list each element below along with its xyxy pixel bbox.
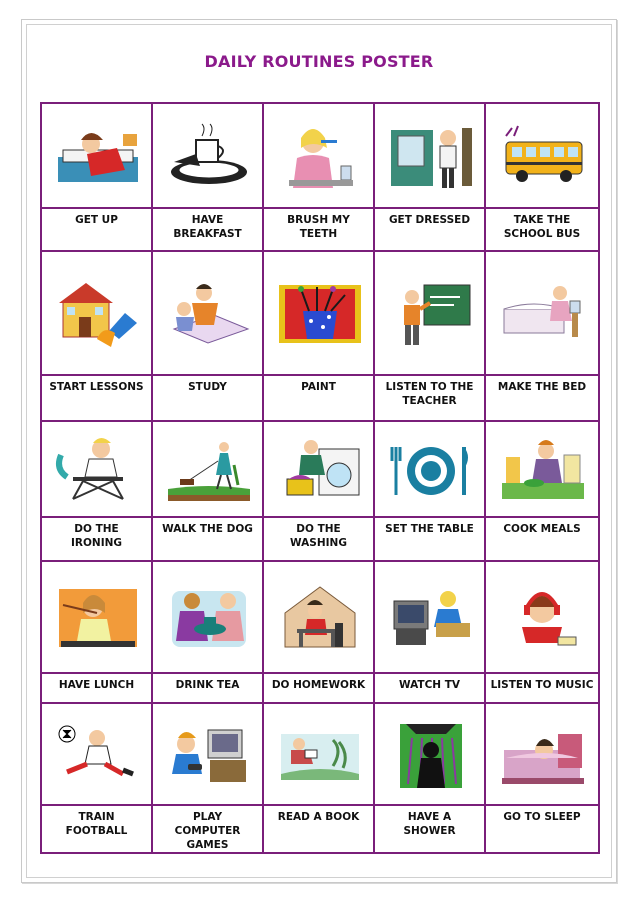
routine-label — [264, 810, 373, 824]
picture-cell — [151, 102, 264, 209]
routine-label-line: BRUSH MY — [287, 214, 350, 226]
music-headphones-icon — [498, 583, 588, 653]
routine-label-line: MAKE THE BED — [497, 381, 587, 393]
routine-label-line: PAINT — [301, 381, 336, 393]
routine-label — [153, 678, 262, 692]
ironing-icon — [53, 435, 143, 505]
routine-label-line: HAVE A — [407, 811, 452, 823]
routine-label — [153, 810, 262, 852]
routine-label — [486, 380, 598, 394]
routine-label-line: WATCH TV — [398, 679, 461, 691]
routine-label-line: DO HOMEWORK — [271, 679, 366, 691]
watching-tv-icon — [386, 583, 476, 653]
picture-cell — [484, 102, 600, 209]
label-cell — [373, 516, 486, 562]
picture-cell — [262, 420, 375, 518]
routine-label — [153, 380, 262, 394]
washing-machine-icon — [275, 435, 365, 505]
picture-cell — [373, 420, 486, 518]
label-cell — [484, 207, 600, 252]
homework-desk-icon — [275, 583, 365, 653]
computer-games-icon — [164, 720, 254, 790]
routine-label — [486, 213, 598, 241]
routine-label-line: SET THE TABLE — [385, 523, 474, 535]
routine-label — [486, 810, 598, 824]
picture-cell — [151, 420, 264, 518]
label-cell — [151, 374, 264, 422]
picture-cell — [151, 250, 264, 376]
routine-label-line: SCHOOL BUS — [503, 228, 581, 240]
reading-book-icon — [275, 720, 365, 790]
picture-cell — [262, 250, 375, 376]
routine-label-line: TRAIN — [78, 811, 115, 823]
man-dressing-icon — [386, 122, 476, 192]
routine-label-line: START LESSONS — [49, 381, 144, 393]
routine-label — [153, 213, 262, 241]
routine-label-line: HAVE LUNCH — [58, 679, 135, 691]
routine-label-line: TEETH — [299, 228, 338, 240]
routine-label-line: DRINK TEA — [175, 679, 240, 691]
lunch-noodles-icon — [53, 583, 143, 653]
picture-cell — [484, 702, 600, 806]
picture-cell — [373, 560, 486, 674]
making-bed-icon — [498, 279, 588, 349]
picture-cell — [373, 250, 486, 376]
picture-cell — [262, 102, 375, 209]
routine-label-line: BREAKFAST — [173, 228, 242, 240]
picture-cell — [40, 102, 153, 209]
teacher-blackboard-icon — [386, 279, 476, 349]
routine-label-line: GET DRESSED — [388, 214, 471, 226]
label-cell — [151, 672, 264, 704]
routine-label-line: TEACHER — [402, 395, 457, 407]
routine-label-line: DO THE — [296, 523, 341, 535]
label-cell — [262, 804, 375, 854]
picture-cell — [262, 702, 375, 806]
school-bus-icon — [498, 122, 588, 192]
routine-label — [42, 522, 151, 550]
walking-dog-icon — [164, 435, 254, 505]
routine-label — [486, 522, 598, 536]
routine-label-line: SHOWER — [403, 825, 456, 837]
label-cell — [262, 374, 375, 422]
picture-cell — [151, 560, 264, 674]
paint-brushes-icon — [275, 279, 365, 349]
picture-cell — [484, 560, 600, 674]
picture-cell — [40, 250, 153, 376]
routine-label — [264, 678, 373, 692]
routine-label-line: LISTEN TO MUSIC — [490, 679, 594, 691]
picture-cell — [262, 560, 375, 674]
label-cell — [40, 672, 153, 704]
label-cell — [373, 374, 486, 422]
picture-cell — [373, 702, 486, 806]
routine-label — [42, 213, 151, 227]
picture-cell — [40, 420, 153, 518]
routine-label-line: FOOTBALL — [65, 825, 128, 837]
routine-label — [264, 213, 373, 241]
routine-label-line: COMPUTER — [174, 825, 241, 837]
routine-label — [264, 380, 373, 394]
label-cell — [262, 207, 375, 252]
woman-waking-up-icon — [53, 122, 143, 192]
cooking-icon — [498, 435, 588, 505]
sleeping-icon — [498, 720, 588, 790]
picture-cell — [484, 250, 600, 376]
routine-label-line: WASHING — [290, 537, 347, 549]
routine-label-line: READ A BOOK — [277, 811, 360, 823]
picture-cell — [484, 420, 600, 518]
label-cell — [373, 804, 486, 854]
label-cell — [151, 804, 264, 854]
picture-cell — [373, 102, 486, 209]
routine-label-line: PLAY — [192, 811, 223, 823]
studying-children-icon — [164, 279, 254, 349]
routine-label-line: GO TO SLEEP — [503, 811, 581, 823]
school-bell-icon — [53, 279, 143, 349]
routine-label — [42, 678, 151, 692]
label-cell — [40, 207, 153, 252]
routine-label — [375, 678, 484, 692]
label-cell — [373, 207, 486, 252]
breakfast-coffee-icon — [164, 122, 254, 192]
routine-label — [375, 213, 484, 227]
routine-label — [375, 522, 484, 536]
routine-label-line: WALK THE DOG — [162, 523, 253, 535]
label-cell — [262, 672, 375, 704]
plate-cutlery-icon — [386, 435, 476, 505]
routine-label — [486, 678, 598, 692]
shower-icon — [386, 720, 476, 790]
label-cell — [484, 804, 600, 854]
routine-label — [42, 810, 151, 838]
routine-label-line: IRONING — [70, 537, 123, 549]
routine-label — [375, 810, 484, 838]
routine-label-line: TAKE THE — [513, 214, 571, 226]
routine-label-line: STUDY — [188, 381, 227, 393]
routine-label-line: GET UP — [75, 214, 118, 226]
routine-grid — [40, 102, 598, 852]
routine-label — [264, 522, 373, 550]
routine-label-line: COOK MEALS — [503, 523, 581, 535]
poster-title: DAILY ROUTINES POSTER — [204, 52, 434, 71]
label-cell — [484, 374, 600, 422]
football-player-icon — [53, 720, 143, 790]
label-cell — [40, 374, 153, 422]
brushing-teeth-icon — [275, 122, 365, 192]
label-cell — [373, 672, 486, 704]
routine-label — [42, 380, 151, 394]
picture-cell — [40, 560, 153, 674]
picture-cell — [40, 702, 153, 806]
picture-cell — [151, 702, 264, 806]
routine-label — [153, 522, 262, 536]
label-cell — [262, 516, 375, 562]
label-cell — [40, 804, 153, 854]
routine-label-line: GAMES — [186, 839, 229, 851]
tea-party-icon — [164, 583, 254, 653]
routine-label-line: LISTEN TO THE — [385, 381, 474, 393]
label-cell — [151, 207, 264, 252]
label-cell — [484, 672, 600, 704]
label-cell — [151, 516, 264, 562]
label-cell — [40, 516, 153, 562]
routine-label-line: DO THE — [74, 523, 119, 535]
routine-label-line: HAVE — [191, 214, 224, 226]
routine-label — [375, 380, 484, 408]
label-cell — [484, 516, 600, 562]
